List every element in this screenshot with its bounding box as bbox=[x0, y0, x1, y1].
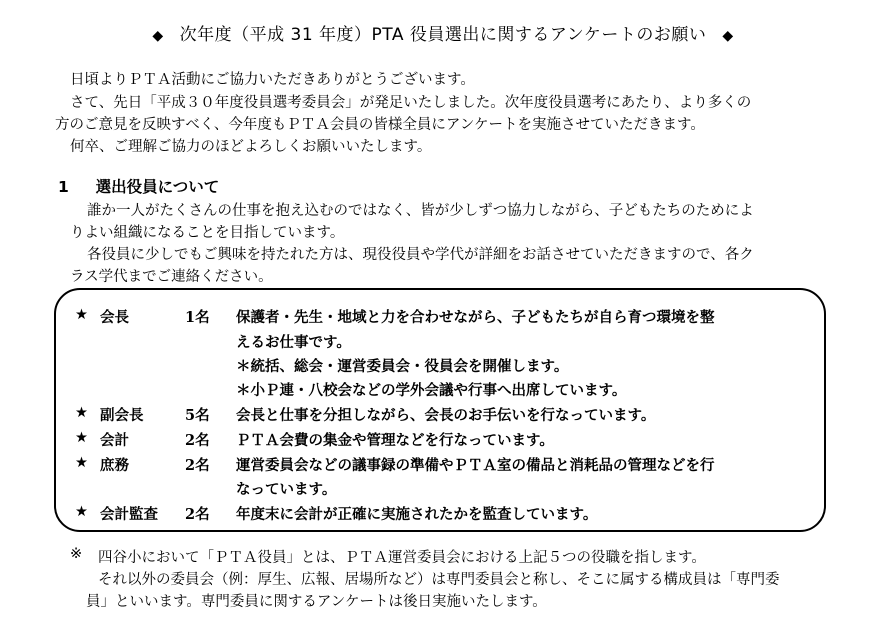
star-icon: ★ bbox=[75, 504, 88, 520]
intro-line-4: 何卒、ご理解ご協力のほどよろしくお願いいたします。 bbox=[70, 139, 432, 155]
role-description: ＰＴＡ会費の集金や管理などを行なっています。 bbox=[236, 432, 554, 449]
role-name: 庶務 bbox=[100, 457, 129, 474]
role-row-general-affairs bbox=[75, 454, 88, 471]
role-description: 保護者・先生・地域と力を合わせながら、子どもたちが自ら育つ環境を整 bbox=[236, 309, 715, 326]
role-count: 2名 bbox=[185, 432, 210, 449]
star-icon: ★ bbox=[75, 307, 88, 323]
role-row-auditor bbox=[75, 503, 88, 520]
role-description: なっています。 bbox=[236, 481, 337, 498]
role-count: 5名 bbox=[185, 407, 210, 424]
star-icon: ★ bbox=[75, 455, 88, 471]
star-icon: ★ bbox=[75, 430, 88, 446]
diamond-icon: ◆ bbox=[152, 28, 164, 44]
role-description: 年度末に会計が正確に実施されたかを監査しています。 bbox=[236, 506, 598, 523]
role-name: 会計 bbox=[100, 432, 129, 449]
role-description: 会長と仕事を分担しながら、会長のお手伝いを行なっています。 bbox=[236, 407, 656, 424]
role-description: 運営委員会などの議事録の準備やＰＴＡ室の備品と消耗品の管理などを行 bbox=[236, 457, 715, 474]
role-name: 会計監査 bbox=[100, 506, 158, 523]
role-description: ＊統括、総会・運営委員会・役員会を開催します。 bbox=[236, 358, 569, 375]
role-count: 2名 bbox=[185, 457, 210, 474]
section-paragraph-line: ラス学代までご連絡ください。 bbox=[70, 269, 273, 285]
role-row-treasurer bbox=[75, 429, 88, 446]
role-description: えるお仕事です。 bbox=[236, 334, 351, 351]
note-line: 員」といいます。専門委員に関するアンケートは後日実施いたします。 bbox=[86, 594, 547, 610]
role-description: ＊小Ｐ連・八校会などの学外会議や行事へ出席しています。 bbox=[236, 382, 627, 399]
role-name: 会長 bbox=[100, 309, 129, 326]
note-mark: ※ bbox=[70, 546, 83, 562]
role-row-vice-president bbox=[75, 404, 88, 421]
title-text: 次年度（平成 31 年度）PTA 役員選出に関するアンケートのお願い bbox=[179, 25, 707, 45]
role-count: 2名 bbox=[185, 506, 210, 523]
section-title: 選出役員について bbox=[95, 178, 220, 196]
intro-line-3: 方のご意見を反映すべく、今年度もＰＴＡ会員の皆様全員にアンケートを実施させていただきます。 bbox=[55, 117, 705, 133]
role-name: 副会長 bbox=[100, 407, 144, 424]
diamond-icon: ◆ bbox=[722, 28, 734, 44]
section-paragraph-line: りよい組織になることを目指しています。 bbox=[70, 225, 345, 241]
star-icon: ★ bbox=[75, 405, 88, 421]
role-row-president bbox=[75, 306, 88, 323]
page-title bbox=[0, 20, 886, 45]
section-number: 1 bbox=[58, 178, 69, 196]
section-heading bbox=[58, 175, 219, 197]
intro-line-2: さて、先日「平成３０年度役員選考委員会」が発足いたしました。次年度役員選考にあたり、より多くの bbox=[70, 95, 752, 111]
section-paragraph-line: 誰か一人がたくさんの仕事を抱え込むのではなく、皆が少しずつ協力しながら、子どもたちのためによ bbox=[87, 203, 754, 219]
note-line: それ以外の委員会（例：厚生、広報、居場所など）は専門委員会と称し、そこに属する構成員は「専門委 bbox=[98, 572, 780, 588]
section-paragraph-line: 各役員に少しでもご興味を持たれた方は、現役役員や学代が詳細をお話させていただきますので、各ク bbox=[87, 247, 754, 263]
note-line: 四谷小において「ＰＴＡ役員」とは、ＰＴＡ運営委員会における上記５つの役職を指します。 bbox=[98, 550, 706, 566]
intro-line-1: 日頃よりＰＴＡ活動にご協力いただきありがとうございます。 bbox=[70, 72, 475, 88]
role-count: 1名 bbox=[185, 309, 210, 326]
